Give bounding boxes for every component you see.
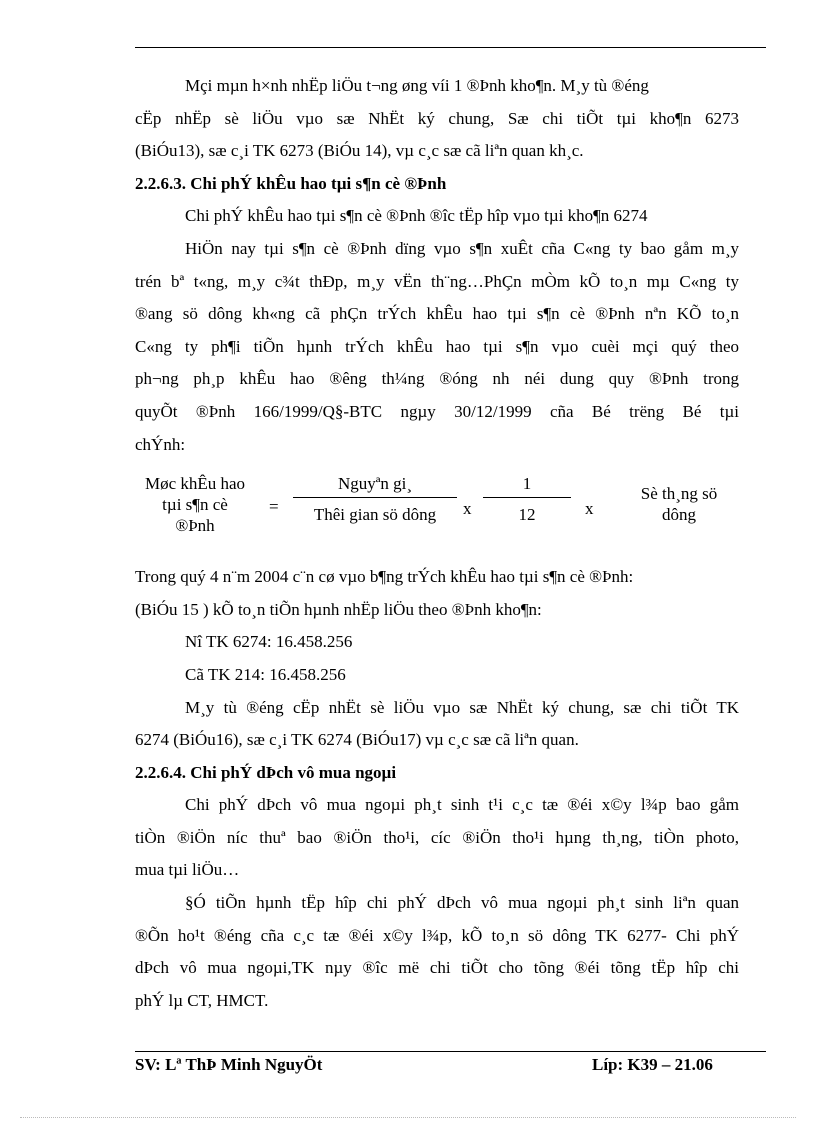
formula-numerator: Nguyªn gi¸ <box>293 473 457 498</box>
text-block-2 <box>135 561 739 1017</box>
formula-lhs-line: Møc khÊu hao <box>144 474 246 494</box>
section-heading: 2.2.6.3. Chi phÝ khÊu hao tµi s¶n cè ®Þnh <box>135 173 447 193</box>
formula-lhs-line: tµi s¶n cè <box>162 495 228 515</box>
paragraph-line: (BiÓu13), sæ c¸i TK 6273 (BiÓu 14), vµ c¸c sæ cã liªn quan kh¸c. <box>135 141 584 161</box>
paragraph-line: Nî TK 6274: 16.458.256 <box>185 632 353 652</box>
paragraph-line: Cã TK 214: 16.458.256 <box>185 664 346 684</box>
text-block-1 <box>135 70 739 461</box>
paragraph-line: phÝ lµ CT, HMCT. <box>135 990 269 1010</box>
formula-rhs-line: dông <box>662 505 696 525</box>
formula-rhs <box>625 483 733 525</box>
formula-rhs-line: Sè th¸ng sö <box>640 484 718 504</box>
formula-times: x <box>585 499 594 519</box>
paragraph-line: mua tµi liÖu… <box>135 860 240 880</box>
paragraph-line: C«ng ty ph¶i tiÕn hµnh trÝch khÊu hao tµi s¶n vµo cuèi mçi quý theo <box>135 336 739 356</box>
formula-fraction-cost <box>293 473 457 526</box>
paragraph-line: Chi phÝ dÞch vô mua ngoµi ph¸t sinh t¹i c¸c tæ ®éi x©y l¾p bao gåm <box>185 795 739 815</box>
paragraph-line: Trong quý 4 n¨m 2004 c¨n cø vµo b¶ng trÝch khÊu hao tµi s¶n cè ®Þnh: <box>135 567 634 587</box>
class-code: Líp: K39 – 21.06 <box>592 1055 713 1074</box>
page-body <box>135 70 739 1017</box>
student-name: SV: Lª ThÞ Minh NguyÖt <box>135 1055 323 1074</box>
paragraph-line: tiÒn ®iÖn níc thuª bao ®iÖn tho¹i, cíc ®iÖn tho¹i hµng th¸ng, tiÒn photo, <box>135 827 739 847</box>
page-edge-divider <box>20 1117 796 1118</box>
paragraph-line: HiÖn nay tµi s¶n cè ®Þnh dïng vµo s¶n xuÊt cña C«ng ty bao gåm m¸y <box>185 238 739 258</box>
formula-denominator: 12 <box>518 505 536 525</box>
paragraph-line: dÞch vô mua ngoµi,TK nµy ®îc më chi tiÕt cho tõng ®éi tõng tËp hîp chi <box>135 958 739 978</box>
paragraph-line: quyÕt ®Þnh 166/1999/Q§-BTC ngµy 30/12/1999 cña Bé trëng Bé tµi <box>135 401 739 421</box>
paragraph-line: M¸y tù ®éng cËp nhËt sè liÖu vµo sæ NhËt ký chung, sæ chi tiÕt TK <box>185 697 739 717</box>
footer-rule <box>135 1051 766 1052</box>
header-rule <box>135 47 766 48</box>
paragraph-line: ph¬ng ph¸p khÊu hao ®êng th¼ng ®óng nh néi dung quy ®Þnh trong <box>135 369 739 389</box>
formula-fraction-month <box>483 473 571 526</box>
paragraph-line: trén bª t«ng, m¸y c¾t thÐp, m¸y vËn th¨ng…PhÇn mÒm kÕ to¸n mµ C«ng ty <box>135 271 739 291</box>
paragraph-line: chÝnh: <box>135 434 186 454</box>
formula-times: x <box>463 499 472 519</box>
depreciation-formula <box>135 469 739 559</box>
paragraph-line: (BiÓu 15 ) kÕ to¸n tiÕn hµnh nhËp liÖu theo ®Þnh kho¶n: <box>135 599 542 619</box>
formula-equals: = <box>269 497 279 517</box>
formula-numerator: 1 <box>483 473 571 498</box>
paragraph-line: Mçi mµn h×nh nhËp liÖu t¬ng øng víi 1 ®Þnh kho¶n. M¸y tù ®éng <box>185 76 649 95</box>
formula-denominator: Thêi gian sö dông <box>313 505 437 525</box>
formula-lhs-line: ®Þnh <box>175 516 215 536</box>
paragraph-line: §Ó tiÕn hµnh tËp hîp chi phÝ dÞch vô mua ngoµi ph¸t sinh liªn quan <box>185 893 739 913</box>
formula-lhs <box>135 473 255 536</box>
paragraph-line: ®ang sö dông kh«ng cã phÇn trÝch khÊu hao tµi s¶n cè ®Þnh nªn KÕ to¸n <box>135 304 739 324</box>
paragraph-line: ®Õn ho¹t ®éng cña c¸c tæ ®éi x©y l¾p, kÕ to¸n sö dông TK 6277- Chi phÝ <box>135 925 739 945</box>
paragraph-line: 6274 (BiÓu16), sæ c¸i TK 6274 (BiÓu17) vµ c¸c sæ cã liªn quan. <box>135 730 579 750</box>
section-heading: 2.2.6.4. Chi phÝ dÞch vô mua ngoµi <box>135 762 397 782</box>
paragraph-line: Chi phÝ khÊu hao tµi s¶n cè ®Þnh ®îc tËp hîp vµo tµi kho¶n 6274 <box>185 206 648 226</box>
paragraph-line: cËp nhËp sè liÖu vµo sæ NhËt ký chung, Sæ chi tiÕt tµi kho¶n 6273 <box>135 108 739 128</box>
